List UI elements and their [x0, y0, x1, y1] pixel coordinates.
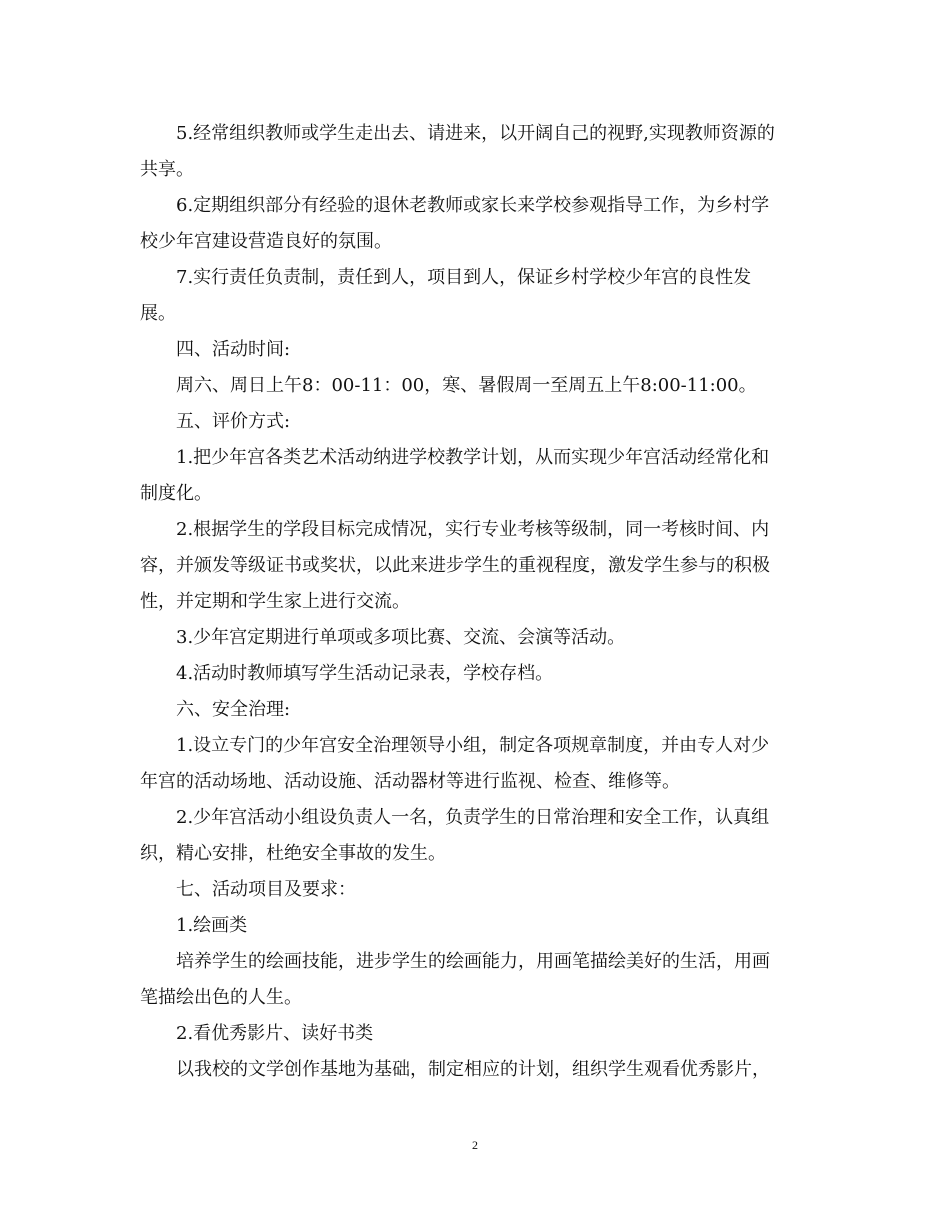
- section-heading-evaluation: 五、评价方式:: [176, 411, 291, 432]
- paragraph-line-safety2-b: 织，精心安排，杜绝安全事故的发生。: [140, 843, 446, 864]
- paragraph-line-item7-a: 7.实行责任负责制，责任到人，项目到人，保证乡村学校少年宫的良性发: [176, 267, 752, 288]
- section-heading-safety: 六、安全治理:: [176, 699, 291, 720]
- paragraph-line-safety2-a: 2.少年宫活动小组设负责人一名，负责学生的日常治理和安全工作，认真组: [176, 807, 770, 828]
- paragraph-line-eval3: 3.少年宫定期进行单项或多项比赛、交流、会演等活动。: [176, 627, 626, 648]
- paragraph-line-painting-b: 笔描绘出色的人生。: [140, 987, 302, 1008]
- paragraph-line-painting-a: 培养学生的绘画技能，进步学生的绘画能力，用画笔描绘美好的生活，用画: [176, 951, 770, 972]
- paragraph-line-safety1-a: 1.设立专门的少年宫安全治理领导小组，制定各项规章制度，并由专人对少: [176, 735, 770, 756]
- paragraph-line-item7-b: 展。: [140, 303, 176, 324]
- paragraph-line-eval2-c: 性，并定期和学生家上进行交流。: [140, 591, 410, 612]
- page-number: 2: [472, 1138, 478, 1152]
- paragraph-line-eval1-b: 制度化。: [140, 483, 212, 504]
- document-body: [140, 116, 810, 1088]
- paragraph-line-eval4: 4.活动时教师填写学生活动记录表，学校存档。: [176, 663, 554, 684]
- paragraph-line-safety1-b: 年宫的活动场地、活动设施、活动器材等进行监视、检查、维修等。: [140, 771, 680, 792]
- subheading-films-books: 2.看优秀影片、读好书类: [176, 1023, 374, 1044]
- paragraph-line-eval1-a: 1.把少年宫各类艺术活动纳进学校教学计划，从而实现少年宫活动经常化和: [176, 447, 770, 468]
- paragraph-line-item5-a: 5.经常组织教师或学生走出去、请进来，以开阔自己的视野,实现教师资源的: [176, 123, 775, 144]
- paragraph-line-schedule: 周六、周日上午8：00-11：00，寒、暑假周一至周五上午8:00-11:00。: [176, 375, 757, 396]
- paragraph-line-item5-b: 共享。: [140, 159, 194, 180]
- paragraph-line-item6-b: 校少年宫建设营造良好的氛围。: [140, 231, 392, 252]
- section-heading-projects: 七、活动项目及要求：: [176, 879, 356, 900]
- subheading-painting: 1.绘画类: [176, 915, 248, 936]
- paragraph-line-item6-a: 6.定期组织部分有经验的退休老教师或家长来学校参观指导工作，为乡村学: [176, 195, 770, 216]
- paragraph-line-eval2-a: 2.根据学生的学段目标完成情况，实行专业考核等级制，同一考核时间、内: [176, 519, 770, 540]
- section-heading-activity-time: 四、活动时间:: [176, 339, 291, 360]
- paragraph-line-films-a: 以我校的文学创作基地为基础，制定相应的计划，组织学生观看优秀影片，: [176, 1059, 770, 1080]
- paragraph-line-eval2-b: 容，并颁发等级证书或奖状，以此来进步学生的重视程度，激发学生参与的积极: [140, 555, 770, 576]
